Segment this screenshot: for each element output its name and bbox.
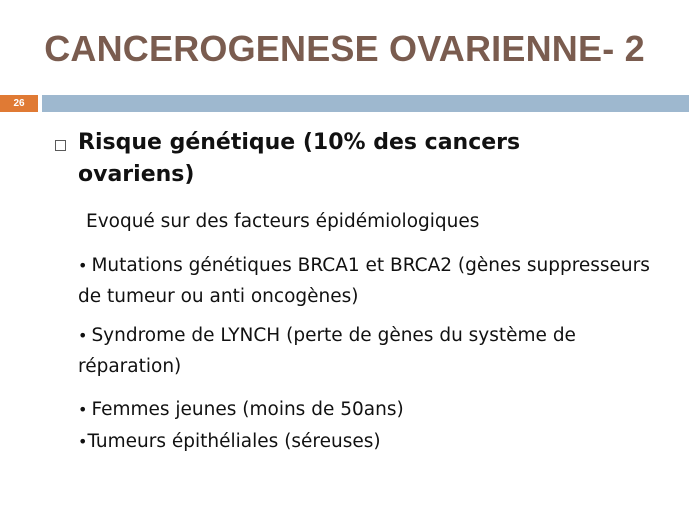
bullet-dot-icon: • (78, 326, 88, 345)
bullet-dot-icon: • (78, 432, 88, 451)
square-bullet-icon (55, 140, 66, 151)
list-item (78, 394, 404, 425)
list-item-text: Tumeurs épithéliales (séreuses) (87, 431, 381, 452)
content-heading: Risque génétique (10% des cancers ovariens) (78, 130, 521, 187)
list-item-text: Femmes jeunes (moins de 50ans) (91, 399, 404, 420)
list-item (78, 250, 668, 312)
list-item-text: Syndrome de LYNCH (perte de gènes du système de réparation) (78, 325, 576, 377)
list-item (78, 426, 381, 457)
content-subtitle: Evoqué sur des facteurs épidémiologiques (86, 211, 480, 232)
list-item (78, 320, 668, 382)
bullet-dot-icon: • (78, 400, 88, 419)
slide-title: CANCEROGENESE OVARIENNE- 2 (44, 28, 645, 69)
list-item-text: Mutations génétiques BRCA1 et BRCA2 (gènes suppresseurs de tumeur ou anti oncogènes) (78, 255, 650, 307)
slide-number-badge: 26 (0, 95, 38, 112)
bullet-dot-icon: • (78, 256, 88, 275)
